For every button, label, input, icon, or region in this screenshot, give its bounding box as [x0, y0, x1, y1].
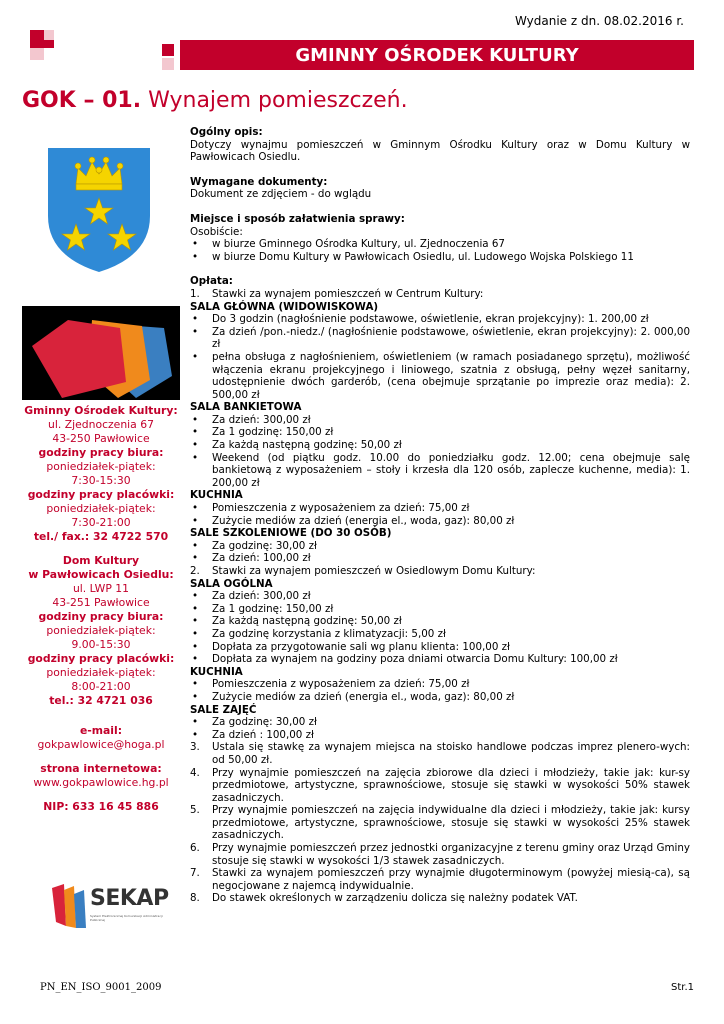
list-item: • pełna obsługa z nagłośnieniem, oświetleniem (w ramach posiadanego sprzętu), możliwość włączenia ekranu projekcyjnego i liniowego, szatnia z obsługą, pełny węzeł sanitarny, udostępnienie dwóch garderób, (cena obejmuje sprzątanie po imprezie oraz media): 2. 500,00 zł — [190, 351, 690, 401]
org1-phone: tel./ fax.: 32 4722 570 — [33, 530, 169, 543]
item-number: 4. — [190, 766, 200, 779]
nip: NIP: 633 16 45 886 — [43, 800, 159, 813]
item-number: 7. — [190, 867, 200, 880]
org2-office-days: poniedziałek-piątek: — [46, 624, 156, 637]
decor-square — [44, 30, 54, 40]
section-heading: SALA GŁÓWNA (WIDOWISKOWA) — [190, 300, 379, 313]
numbered-item — [190, 741, 690, 766]
numbered-item — [190, 288, 690, 301]
org2-city: 43-251 Pawłowice — [52, 596, 150, 609]
decor-square — [30, 30, 44, 48]
list-item: • Za każdą następną godzinę: 50,00 zł — [190, 615, 690, 628]
org1-street: ul. Zjednoczenia 67 — [48, 418, 154, 431]
sekap-mark-icon — [50, 882, 90, 930]
section-heading: SALA OGÓLNA — [190, 577, 273, 590]
list-item: • Za dzień: 100,00 zł — [190, 552, 690, 565]
page-number: Str.1 — [670, 982, 694, 993]
section-heading: KUCHNIA — [190, 665, 243, 678]
sekap-logo — [50, 882, 170, 932]
item-text: Przy wynajmie pomieszczeń przez jednostki organizacyjne z terenu gminy oraz Urząd Gminy stosuje się stawki w wysokości 1/3 stawek zasadniczych. — [212, 842, 690, 867]
org2-street: ul. LWP 11 — [72, 582, 130, 595]
page-title — [22, 88, 408, 113]
numbered-item — [190, 804, 690, 842]
org1-name: Gminny Ośrodek Kultury: — [24, 404, 178, 417]
item-number: 6. — [190, 842, 200, 855]
org1-facility-days: poniedziałek-piątek: — [46, 502, 156, 515]
section-heading: KUCHNIA — [190, 489, 243, 502]
title-name: Wynajem pomieszczeń. — [148, 88, 408, 113]
list-item: • Za dzień: 300,00 zł — [190, 590, 690, 603]
list-item: • Za 1 godzinę: 150,00 zł — [190, 426, 690, 439]
decor-square — [44, 40, 54, 48]
item-number: 8. — [190, 892, 200, 905]
general-heading: Ogólny opis: — [190, 126, 263, 138]
general-text: Dotyczy wynajmu pomieszczeń w Gminnym Ośrodku Kultury oraz w Domu Kultury w Pawłowicach Osiedlu. — [190, 138, 690, 164]
numbered-item — [190, 892, 690, 905]
main-content — [190, 126, 690, 905]
item-text: Ustala się stawkę za wynajem miejsca na stoisko handlowe podczas imprez plenero-wych: od 50,00 zł. — [212, 741, 690, 766]
section-heading: SALE SZKOLENIOWE (DO 30 OSÓB) — [190, 527, 392, 540]
item-number: 2. — [190, 565, 200, 577]
crest-icon — [46, 146, 152, 274]
sekap-logo-text: SEKAP — [90, 886, 169, 911]
org2-name-2: w Pawłowicach Osiedlu: — [28, 568, 174, 581]
banner-title: GMINNY OŚRODEK KULTURY — [180, 40, 694, 70]
item-number: 5. — [190, 804, 200, 817]
item-text: Stawki za wynajem pomieszczeń przy wynajmie długoterminowym (powyżej miesią-ca), są negocjowane z najemcą indywidualnie. — [212, 867, 690, 892]
org1-facility-hours: 7:30-21:00 — [71, 516, 131, 529]
list-item: • Dopłata za przygotowanie sali wg planu klienta: 100,00 zł — [190, 641, 690, 654]
list-item: • Za dzień /pon.-niedz./ (nagłośnienie podstawowe, oświetlenie, ekran projekcyjny): 2. 000,00 zł — [190, 326, 690, 351]
list-item: • Za godzinę korzystania z klimatyzacji: 5,00 zł — [190, 628, 690, 641]
org2-name-1: Dom Kultury — [62, 554, 140, 567]
list-item: • Weekend (od piątku godz. 10.00 do poniedziałku godz. 12.00; cena obejmuje salę bankietową z wyposażeniem – stoły i krzesła dla 120 osób, zaplecze kuchenne, media): 1. 200,00 zł — [190, 452, 690, 490]
list-item: • Za 1 godzinę: 150,00 zł — [190, 603, 690, 616]
place-heading: Miejsce i sposób załatwienia sprawy: — [190, 212, 405, 225]
web-label: strona internetowa: — [40, 762, 162, 775]
list-item: • Zużycie mediów za dzień (energia el., woda, gaz): 80,00 zł — [190, 515, 690, 528]
list-item: • Za godzinę: 30,00 zł — [190, 716, 690, 729]
item-number: 3. — [190, 741, 200, 754]
item-text: Do stawek określonych w zarządzeniu dolicza się należny podatek VAT. — [212, 892, 578, 905]
list-item: • Dopłata za wynajem na godziny poza dniami otwarcia Domu Kultury: 100,00 zł — [190, 653, 690, 666]
item-text: Przy wynajmie pomieszczeń na zajęcia zbiorowe dla dzieci i młodzieży, takie jak: kur-sy przedmiotowe, artystyczne, sprawnościowe, stosuje się stawki w wysokości 50% stawek zasadniczych. — [212, 766, 690, 804]
item-number: 1. — [190, 287, 200, 300]
org1-office-hours: 7:30-15:30 — [71, 474, 131, 487]
list-item: • Za dzień: 300,00 zł — [190, 414, 690, 427]
list-item: • Za każdą następną godzinę: 50,00 zł — [190, 439, 690, 452]
list-item: • Do 3 godzin (nagłośnienie podstawowe, oświetlenie, ekran projekcyjny): 1. 200,00 zł — [190, 313, 690, 326]
item-text: Przy wynajmie pomieszczeń na zajęcia indywidualne dla dzieci i młodzieży, takie jak: kursy przedmiotowe, artystyczne, sprawnościowe, stosuje się stawki w wysokości 25% stawek zasadniczych. — [212, 804, 690, 842]
org2-facility-label: godziny pracy placówki: — [27, 652, 175, 665]
fee-heading: Opłata: — [190, 275, 233, 288]
numbered-item — [190, 565, 690, 578]
org2-phone: tel.: 32 4721 036 — [49, 694, 153, 707]
item-text: Stawki za wynajem pomieszczeń w Centrum Kultury: — [212, 287, 484, 300]
list-item: • Za godzinę: 30,00 zł — [190, 540, 690, 553]
edition-date: Wydanie z dn. 08.02.2016 r. — [515, 14, 684, 28]
list-item: • Pomieszczenia z wyposażeniem za dzień: 75,00 zł — [190, 678, 690, 691]
place-text: Osobiście: — [190, 225, 243, 238]
footer-standard: PN_EN_ISO_9001_2009 — [40, 982, 162, 993]
gok-logo-icon — [22, 306, 180, 400]
org2-facility-days: poniedziałek-piątek: — [46, 666, 156, 679]
list-item: • w biurze Domu Kultury w Pawłowicach Osiedlu, ul. Ludowego Wojska Polskiego 11 — [190, 251, 690, 264]
decor-square — [162, 44, 174, 56]
sekap-logo-sub: System Elektronicznej Komunikacji Administracji Publicznej — [90, 914, 163, 922]
numbered-item — [190, 867, 690, 892]
org1-office-label: godziny pracy biura: — [38, 446, 164, 459]
list-item: • w biurze Gminnego Ośrodka Kultury, ul. Zjednoczenia 67 — [190, 238, 690, 251]
decor-square — [162, 58, 174, 70]
docs-text: Dokument ze zdjęciem - do wglądu — [190, 188, 372, 201]
list-item: • Zużycie mediów za dzień (energia el., woda, gaz): 80,00 zł — [190, 691, 690, 704]
item-text: Stawki za wynajem pomieszczeń w Osiedlowym Domu Kultury: — [212, 565, 536, 577]
decor-square — [30, 48, 44, 60]
numbered-item — [190, 842, 690, 867]
email-link[interactable]: gokpawlowice@hoga.pl — [37, 738, 165, 751]
list-item: • Za dzień : 100,00 zł — [190, 729, 690, 742]
org2-facility-hours: 8:00-21:00 — [71, 680, 131, 693]
section-heading: SALE ZAJĘĆ — [190, 703, 257, 716]
numbered-item — [190, 767, 690, 805]
web-link[interactable]: www.gokpawlowice.hg.pl — [33, 776, 169, 789]
title-code: GOK – 01. — [22, 88, 142, 113]
contact-sidebar — [22, 404, 180, 814]
list-item: • Pomieszczenia z wyposażeniem za dzień: 75,00 zł — [190, 502, 690, 515]
org2-office-label: godziny pracy biura: — [38, 610, 164, 623]
org2-office-hours: 9.00-15:30 — [71, 638, 131, 651]
section-heading: SALA BANKIETOWA — [190, 401, 302, 414]
org1-facility-label: godziny pracy placówki: — [27, 488, 175, 501]
docs-heading: Wymagane dokumenty: — [190, 175, 328, 188]
org1-office-days: poniedziałek-piątek: — [46, 460, 156, 473]
org1-city: 43-250 Pawłowice — [52, 432, 150, 445]
email-label: e-mail: — [79, 724, 123, 737]
